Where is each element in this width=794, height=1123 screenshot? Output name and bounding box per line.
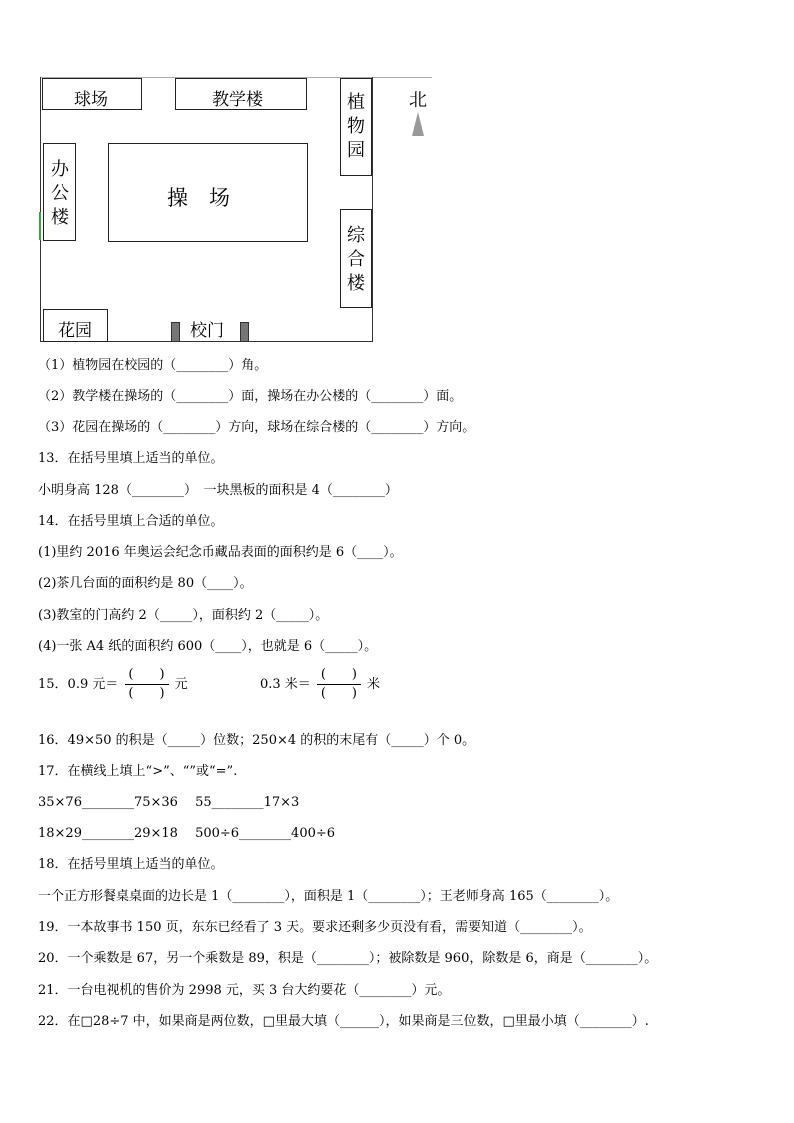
- q12-3: （3）花园在操场的（________）方向，球场在综合楼的（________）方向。: [38, 420, 476, 435]
- fraction-denominator: ( ): [128, 686, 165, 701]
- q15-a-text: 15．0.9 元＝: [38, 677, 119, 692]
- q17-heading: 17．在横线上填上“>”、“”或“=”.: [38, 764, 238, 779]
- playground-label: 操 场: [167, 186, 230, 210]
- ballfield-label: 球场: [74, 90, 108, 110]
- q21: 21．一台电视机的售价为 2998 元，买 3 台大约要花（________）元。: [38, 983, 451, 998]
- q20: 20．一个乘数是 67，另一个乘数是 89，积是（________）；被除数是 960，除数是 6，商是（________）。: [38, 951, 658, 966]
- q13-a: 小明身高 128（________） 一块黑板的面积是 4（________）: [38, 483, 398, 498]
- map-green-mark: [39, 212, 41, 240]
- map-right-border: [372, 77, 373, 342]
- q15-a-fraction: [125, 666, 169, 703]
- fraction-numerator: ( ): [128, 667, 165, 682]
- gate-right-post: [240, 322, 249, 342]
- q14-3: (3)教室的门高约 2（_____），面积约 2（_____）。: [38, 608, 329, 623]
- q12-2: （2）教学楼在操场的（________）面，操场在办公楼的（________）面。: [38, 389, 463, 404]
- teaching-building-label: 教学楼: [212, 90, 263, 110]
- complex-building-label: 综合楼: [347, 225, 365, 294]
- north-label: 北: [409, 90, 427, 111]
- campus-map: [0, 0, 440, 350]
- q14-2: (2)茶几台面的面积约是 80（____）。: [38, 576, 253, 591]
- q16: 16．49×50 的积是（_____）位数；250×4 的积的末尾有（_____）个 0。: [38, 733, 476, 748]
- q13-heading: 13．在括号里填上适当的单位。: [38, 451, 224, 466]
- fraction-numerator: ( ): [320, 667, 357, 682]
- q18-a: 一个正方形餐桌桌面的边长是 1（________），面积是 1（________）；王老师身高 165（________）。: [38, 889, 619, 904]
- office-building-label: 办公楼: [51, 159, 69, 228]
- q18-heading: 18．在括号里填上适当的单位。: [38, 857, 224, 872]
- q14-1: (1)里约 2016 年奥运会纪念币藏品表面的面积约是 6（____）。: [38, 545, 403, 560]
- q14-4: (4)一张 A4 纸的面积约 600（____），也就是 6（_____）。: [38, 639, 378, 654]
- q14-heading: 14．在括号里填上合适的单位。: [38, 514, 224, 529]
- map-left-border: [40, 77, 41, 342]
- q15-b-fraction: [317, 666, 361, 703]
- q15: [38, 666, 380, 703]
- fraction-denominator: ( ): [320, 686, 357, 701]
- gate-left-post: [171, 322, 180, 342]
- school-gate-label: 校门: [190, 321, 224, 341]
- q15-b-unit: 米: [367, 677, 381, 692]
- north-arrow-icon: [412, 112, 424, 136]
- q17-2: 18×29________29×18 500÷6________400÷6: [38, 826, 336, 841]
- q19: 19．一本故事书 150 页，东东已经看了 3 天。要求还剩多少页没有看，需要知道（________）。: [38, 920, 592, 935]
- q22: 22．在□28÷7 中，如果商是两位数，□里最大填（______），如果商是三位数，□里最小填（________）.: [38, 1014, 649, 1029]
- q12-1: （1）植物园在校园的（________）角。: [38, 358, 268, 373]
- botanical-garden-label: 植物园: [347, 92, 365, 161]
- garden-label: 花园: [58, 321, 92, 341]
- q15-b-text: 0.3 米＝: [259, 677, 311, 692]
- q15-a-unit: 元: [174, 677, 188, 692]
- q17-1: 35×76________75×36 55________17×3: [38, 795, 300, 810]
